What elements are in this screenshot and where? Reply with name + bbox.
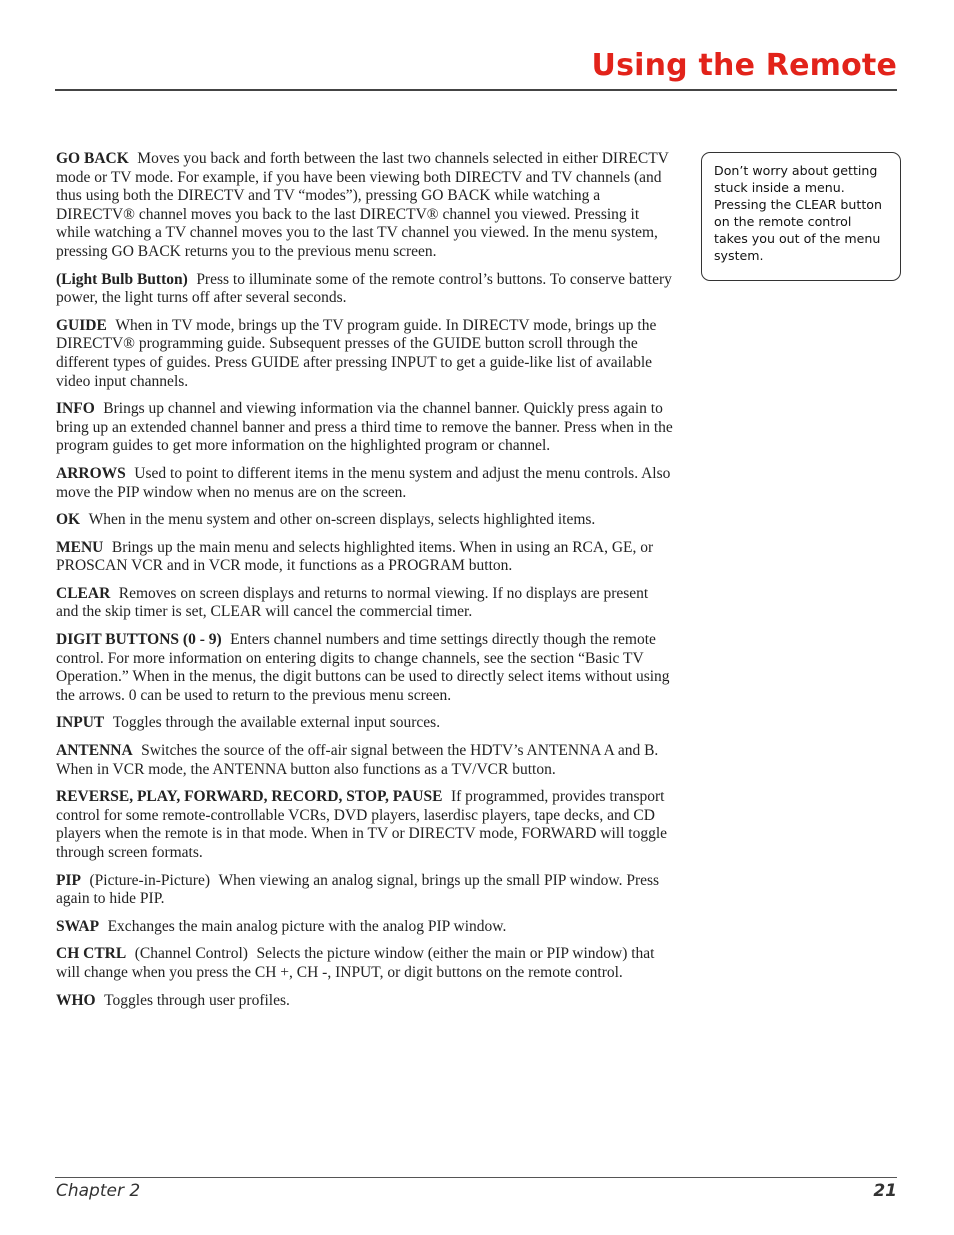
term: GO BACK [56,150,129,167]
entry-ok [56,511,674,530]
term: OK [56,511,81,529]
term: DIGIT BUTTONS (0 - 9) [56,631,222,649]
sidebar-note [701,152,901,281]
footer-rule [55,1177,897,1178]
term: ANTENNA [56,742,133,760]
description: Removes on screen displays and returns to normal viewing. If no displays are present and the skip timer is set, CLEAR will cancel the commercial timer. [56,584,649,621]
entry-guide [56,317,674,391]
entry-digit-buttons [56,631,674,705]
description: Exchanges the main analog picture with the analog PIP window. [107,917,507,935]
description: Brings up the main menu and selects highlighted items. When in using an RCA, GE, or PROSCAN VCR and in VCR mode, it functions as a PROGRAM button. [56,538,654,575]
button-descriptions [56,150,674,1019]
description: Enters channel numbers and time settings directly though the remote control. For more information on entering digits to change channels, see the section “Basic TV Operation.” When in the menus, the digit buttons can be used to directly select items without using the arrows. 0 can be used to return to the previous menu screen. [56,631,670,704]
entry-swap [56,918,674,937]
term: CH CTRL [56,945,127,963]
entry-who [56,992,674,1011]
page-title: Using the Remote [591,48,897,83]
description: Selects the picture window (either the main or PIP window) that will change when you press the CH +, CH -, INPUT, or digit buttons on the remote control. [56,945,655,981]
header-rule [55,89,897,91]
entry-antenna [56,742,674,779]
entry-arrows [56,465,674,502]
term: INFO [56,400,95,418]
entry-transport-buttons [56,788,674,862]
description: When in TV mode, brings up the TV program guide. In DIRECTV mode, brings up the DIRECTV® programming guide. Subsequent presses of the GUIDE button scroll through the different types of guides. Press GUIDE after pressing INPUT to get a guide-like list of available video input channels. [56,316,657,390]
description: Brings up channel and viewing information via the channel banner. Quickly press again to bring up an extended channel banner and press a third time to remove the banner. Press when in the program guides to get more information on the highlighted program or channel. [56,400,673,455]
description: Toggles through user profiles. [104,991,290,1009]
entry-clear [56,585,674,622]
term: WHO [56,991,96,1009]
description: Moves you back and forth between the last two channels selected in either DIRECTV mode or TV mode. For example, if you have been viewing both DIRECTV and TV channels (and thus using both the DIRECTV and TV “modes”), pressing GO BACK while watching a DIRECTV® channel moves you back to the last DIRECTV® channel you viewed. Pressing it while watching a TV channel moves you to the last TV channel you viewed. In the menu system, pressing GO BACK returns you to the previous menu screen. [56,150,669,260]
entry-input [56,714,674,733]
description: Used to point to different items in the menu system and adjust the menu controls. Also move the PIP window when no menus are on the screen. [56,464,671,501]
description: Toggles through the available external input sources. [112,714,441,732]
term: REVERSE, PLAY, FORWARD, RECORD, STOP, PAUSE [56,788,443,806]
entry-light-bulb [56,271,674,308]
term: (Light Bulb Button) [56,270,188,288]
term: INPUT [56,714,105,732]
entry-info [56,400,674,456]
entry-menu [56,539,674,576]
description: When viewing an analog signal, brings up the small PIP window. Press again to hide PIP. [56,871,660,908]
term: SWAP [56,917,100,935]
entry-go-back [56,150,674,262]
description: Press to illuminate some of the remote control’s buttons. To conserve battery power, the light turns off after several seconds. [56,270,672,307]
term: CLEAR [56,584,111,602]
footer-chapter-label: Chapter 2 [56,1181,141,1201]
entry-ch-ctrl [56,945,674,982]
term-qualifier: (Picture-in-Picture) [89,871,210,889]
term: PIP [56,871,81,889]
term: GUIDE [56,316,107,334]
description: Switches the source of the off-air signal between the HDTV’s ANTENNA A and B. When in VCR mode, the ANTENNA button also functions as a TV/VCR button. [56,742,659,778]
page-number: 21 [873,1181,897,1201]
description: If programmed, provides transport control for some remote-controllable VCRs, DVD players, laserdisc players, tape decks, and CD players when the remote is in that mode. When in TV or DIRECTV mode, FORWARD will toggle through screen formats. [56,788,668,861]
term: MENU [56,538,104,556]
term-qualifier: (Channel Control) [134,945,248,963]
entry-pip [56,872,674,909]
term: ARROWS [56,464,126,482]
description: When in the menu system and other on-screen displays, selects highlighted items. [88,511,596,529]
sidebar-note-text: Don’t worry about getting stuck inside a menu. Pressing the CLEAR button on the remote control takes you out of the menu system. [714,163,882,263]
